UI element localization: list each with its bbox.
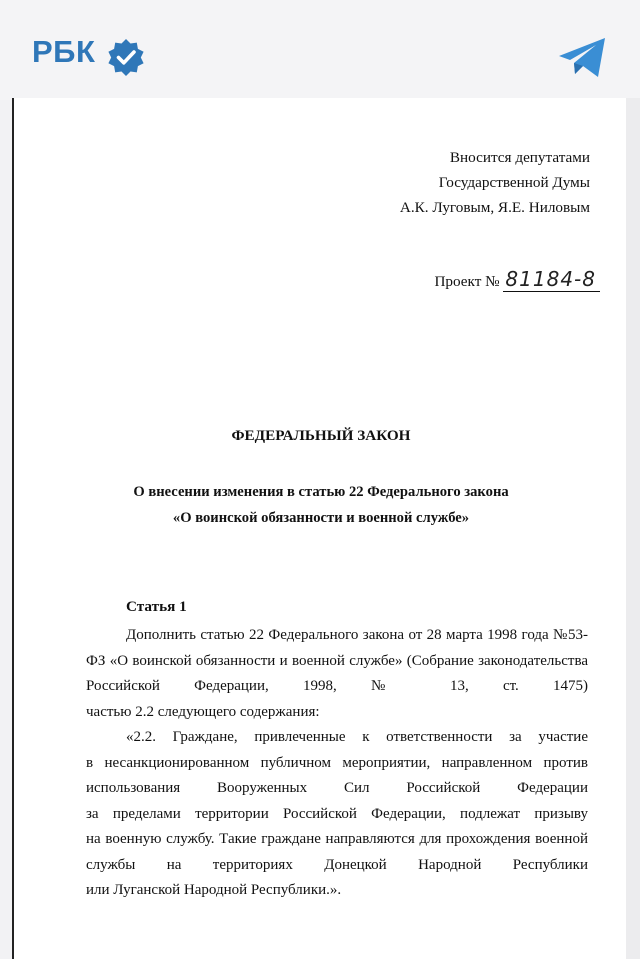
paragraph-line: Дополнить статью 22 Федерального закона от 28 марта 1998 года №53- bbox=[126, 627, 588, 643]
app-header bbox=[0, 0, 640, 100]
subtitle-line: «О воинской обязанности и военной службе» bbox=[172, 510, 470, 526]
introduced-by bbox=[400, 145, 590, 220]
intro-line: А.К. Луговым, Я.Е. Ниловым bbox=[399, 199, 590, 216]
paragraph-line: или Луганской Народной Республики.». bbox=[86, 882, 342, 898]
intro-line: Вносится депутатами bbox=[449, 149, 590, 166]
verified-badge-icon bbox=[106, 37, 146, 77]
channel-name[interactable]: РБК bbox=[32, 34, 96, 69]
paragraph-line: на военную службу. Такие граждане направляются для прохождения военной bbox=[86, 831, 588, 847]
project-label: Проект № bbox=[434, 273, 500, 290]
paragraph-line: в несанкционированном публичном мероприятии, направленном против bbox=[86, 754, 588, 771]
paragraph-line: ФЗ «О воинской обязанности и военной службе» (Собрание законодательства bbox=[86, 652, 588, 669]
page-shadow bbox=[626, 98, 640, 959]
document-subtitle bbox=[14, 479, 628, 531]
paragraph-line: частью 2.2 следующего содержания: bbox=[86, 703, 320, 720]
paragraph-line: службы на территориях Донецкой Народной Республики bbox=[86, 856, 588, 873]
document-title: ФЕДЕРАЛЬНЫЙ ЗАКОН bbox=[231, 427, 411, 444]
telegram-icon[interactable] bbox=[556, 36, 608, 80]
paragraph-line: за пределами территории Российской Федерации, подлежат призыву bbox=[86, 805, 588, 822]
article-heading: Статья 1 bbox=[126, 598, 187, 615]
paragraph-line: «2.2. Граждане, привлеченные к ответственности за участие bbox=[126, 729, 588, 745]
project-number-handwritten: 81184-8 bbox=[503, 267, 600, 292]
project-number-line bbox=[434, 267, 600, 291]
subtitle-line: О внесении изменения в статью 22 Федерального закона bbox=[133, 484, 509, 500]
paragraph-line: использования Вооруженных Сил Российской Федерации bbox=[86, 780, 588, 796]
paragraph-line: Российской Федерации, 1998, № 13, ст. 1475) bbox=[86, 678, 588, 694]
article-body bbox=[86, 623, 588, 904]
intro-line: Государственной Думы bbox=[438, 174, 590, 191]
